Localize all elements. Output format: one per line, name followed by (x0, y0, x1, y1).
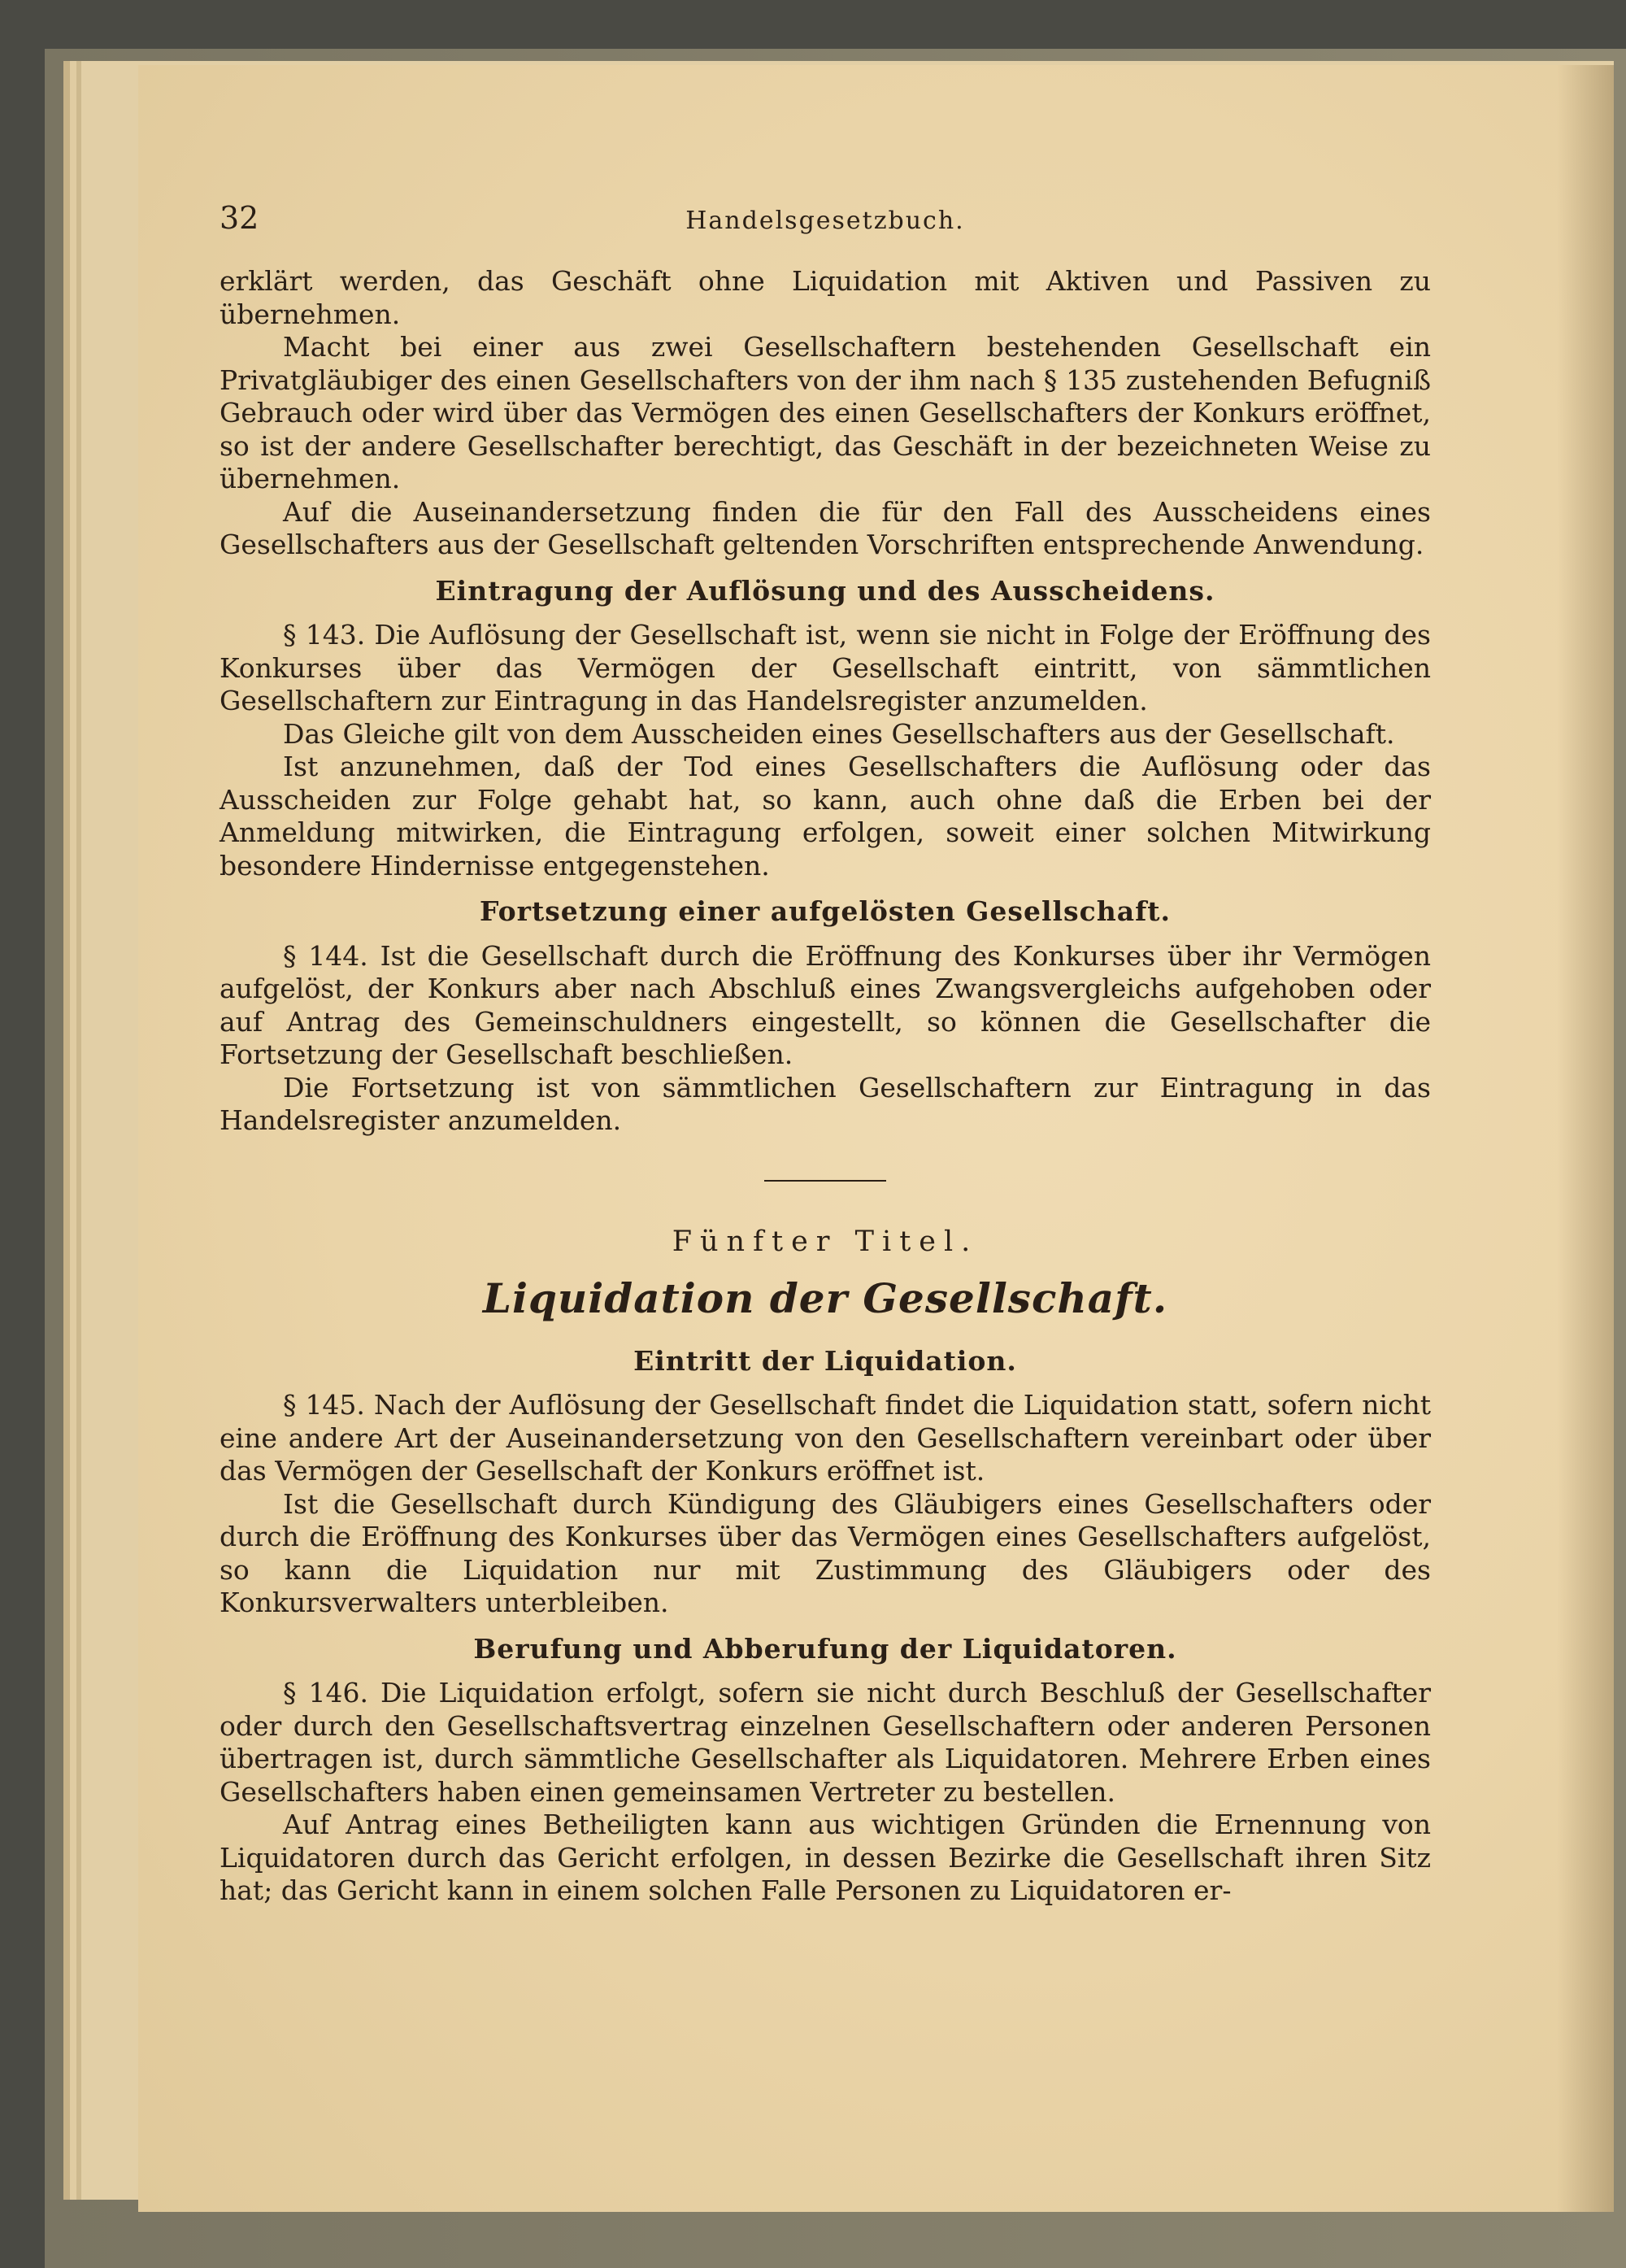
section-heading: Eintritt der Liquidation. (633, 1344, 1017, 1377)
paragraph: Macht bei einer aus zwei Gesellschaftern bestehenden Gesellschaft ein Privatgläubiger des einen Gesellschafters von der ihm nach § 135 zustehenden Befugniß Gebrauch oder wird über das Vermögen des einen Gesellschafters der Konkurs eröffnet, so ist der andere Gesellschafter berechtigt, das Geschäft in der bezeichneten Weise zu übernehmen. (220, 331, 1431, 494)
section-heading: Berufung und Abberufung der Liquidatoren. (473, 1632, 1177, 1665)
paragraph: Auf Antrag eines Betheiligten kann aus wichtigen Gründen die Ernennung von Liquidatoren durch das Gericht erfolgen, in dessen Bezirke die Gesellschaft ihren Sitz hat; das Gericht kann in einem solchen Falle Personen zu Liquidatoren er- (220, 1809, 1431, 1906)
paragraph: Das Gleiche gilt von dem Ausscheiden eines Gesellschafters aus der Gesellschaft. (283, 717, 1395, 750)
paragraph-section-145: § 145. Nach der Auflösung der Gesellschaft findet die Liquidation statt, sofern nicht eine andere Art der Auseinandersetzung von den Gesellschaftern vereinbart oder über das Vermögen der Gesellschaft der Konkurs eröffnet ist. (220, 1389, 1431, 1487)
paragraph: Ist die Gesellschaft durch Kündigung des Gläubigers eines Gesellschafters oder durch die Eröffnung des Konkurses über das Vermögen eines Gesellschafters aufgelöst, so kann die Liquidation nur mit Zustimmung des Gläubigers oder des Konkursverwalters unterbleiben. (220, 1487, 1431, 1618)
running-title: Handelsgesetzbuch. (685, 207, 965, 235)
divider-rule (764, 1180, 886, 1182)
paragraph: Die Fortsetzung ist von sämmtlichen Gesellschaftern zur Eintragung in das Handelsregister anzumelden. (220, 1071, 1431, 1136)
section-heading: Eintragung der Auflösung und des Ausscheidens. (435, 574, 1215, 607)
page-gutter-shadow (1557, 65, 1614, 2212)
paragraph-section-146: § 146. Die Liquidation erfolgt, sofern sie nicht durch Beschluß der Gesellschafter oder durch den Gesellschaftsvertrag einzelnen Gesellschaftern oder anderen Personen übertragen ist, durch sämmtliche Gesellschafter als Liquidatoren. Mehrere Erben eines Gesellschafters haben einen gemeinsamen Vertreter zu bestellen. (220, 1677, 1431, 1808)
title-label: Fünfter Titel. (672, 1225, 979, 1258)
paragraph-section-143: § 143. Die Auflösung der Gesellschaft ist, wenn sie nicht in Folge der Eröffnung des Konkurses über das Vermögen der Gesellschaft eintritt, von sämmtlichen Gesellschaftern zur Eintragung in das Handelsregister anzumelden. (220, 619, 1431, 716)
page-content (220, 202, 1431, 1908)
section-heading: Fortsetzung einer aufgelösten Gesellschaft. (479, 895, 1172, 927)
page-number: 32 (220, 200, 259, 236)
paragraph: Auf die Auseinandersetzung finden die für den Fall des Ausscheidens eines Gesellschafters aus der Gesellschaft geltenden Vorschriften entsprechende Anwendung. (220, 495, 1431, 560)
chapter-title: Liquidation der Gesellschaft. (482, 1274, 1168, 1322)
paragraph-section-144: § 144. Ist die Gesellschaft durch die Eröffnung des Konkurses über ihr Vermögen aufgelöst, der Konkurs aber nach Abschluß eines Zwangsvergleichs aufgehoben oder auf Antrag des Gemeinschuldners eingestellt, so können die Gesellschafter die Fortsetzung der Gesellschaft beschließen. (220, 939, 1431, 1070)
paragraph-continuation: erklärt werden, das Geschäft ohne Liquidation mit Aktiven und Passiven zu übernehmen. (220, 265, 1431, 330)
running-head (220, 202, 1431, 244)
paragraph: Ist anzunehmen, daß der Tod eines Gesellschafters die Auflösung oder das Ausscheiden zur Folge gehabt hat, so kann, auch ohne daß die Erben bei der Anmeldung mitwirken, die Eintragung erfolgen, soweit einer solchen Mitwirkung besondere Hindernisse entgegenstehen. (220, 751, 1431, 882)
